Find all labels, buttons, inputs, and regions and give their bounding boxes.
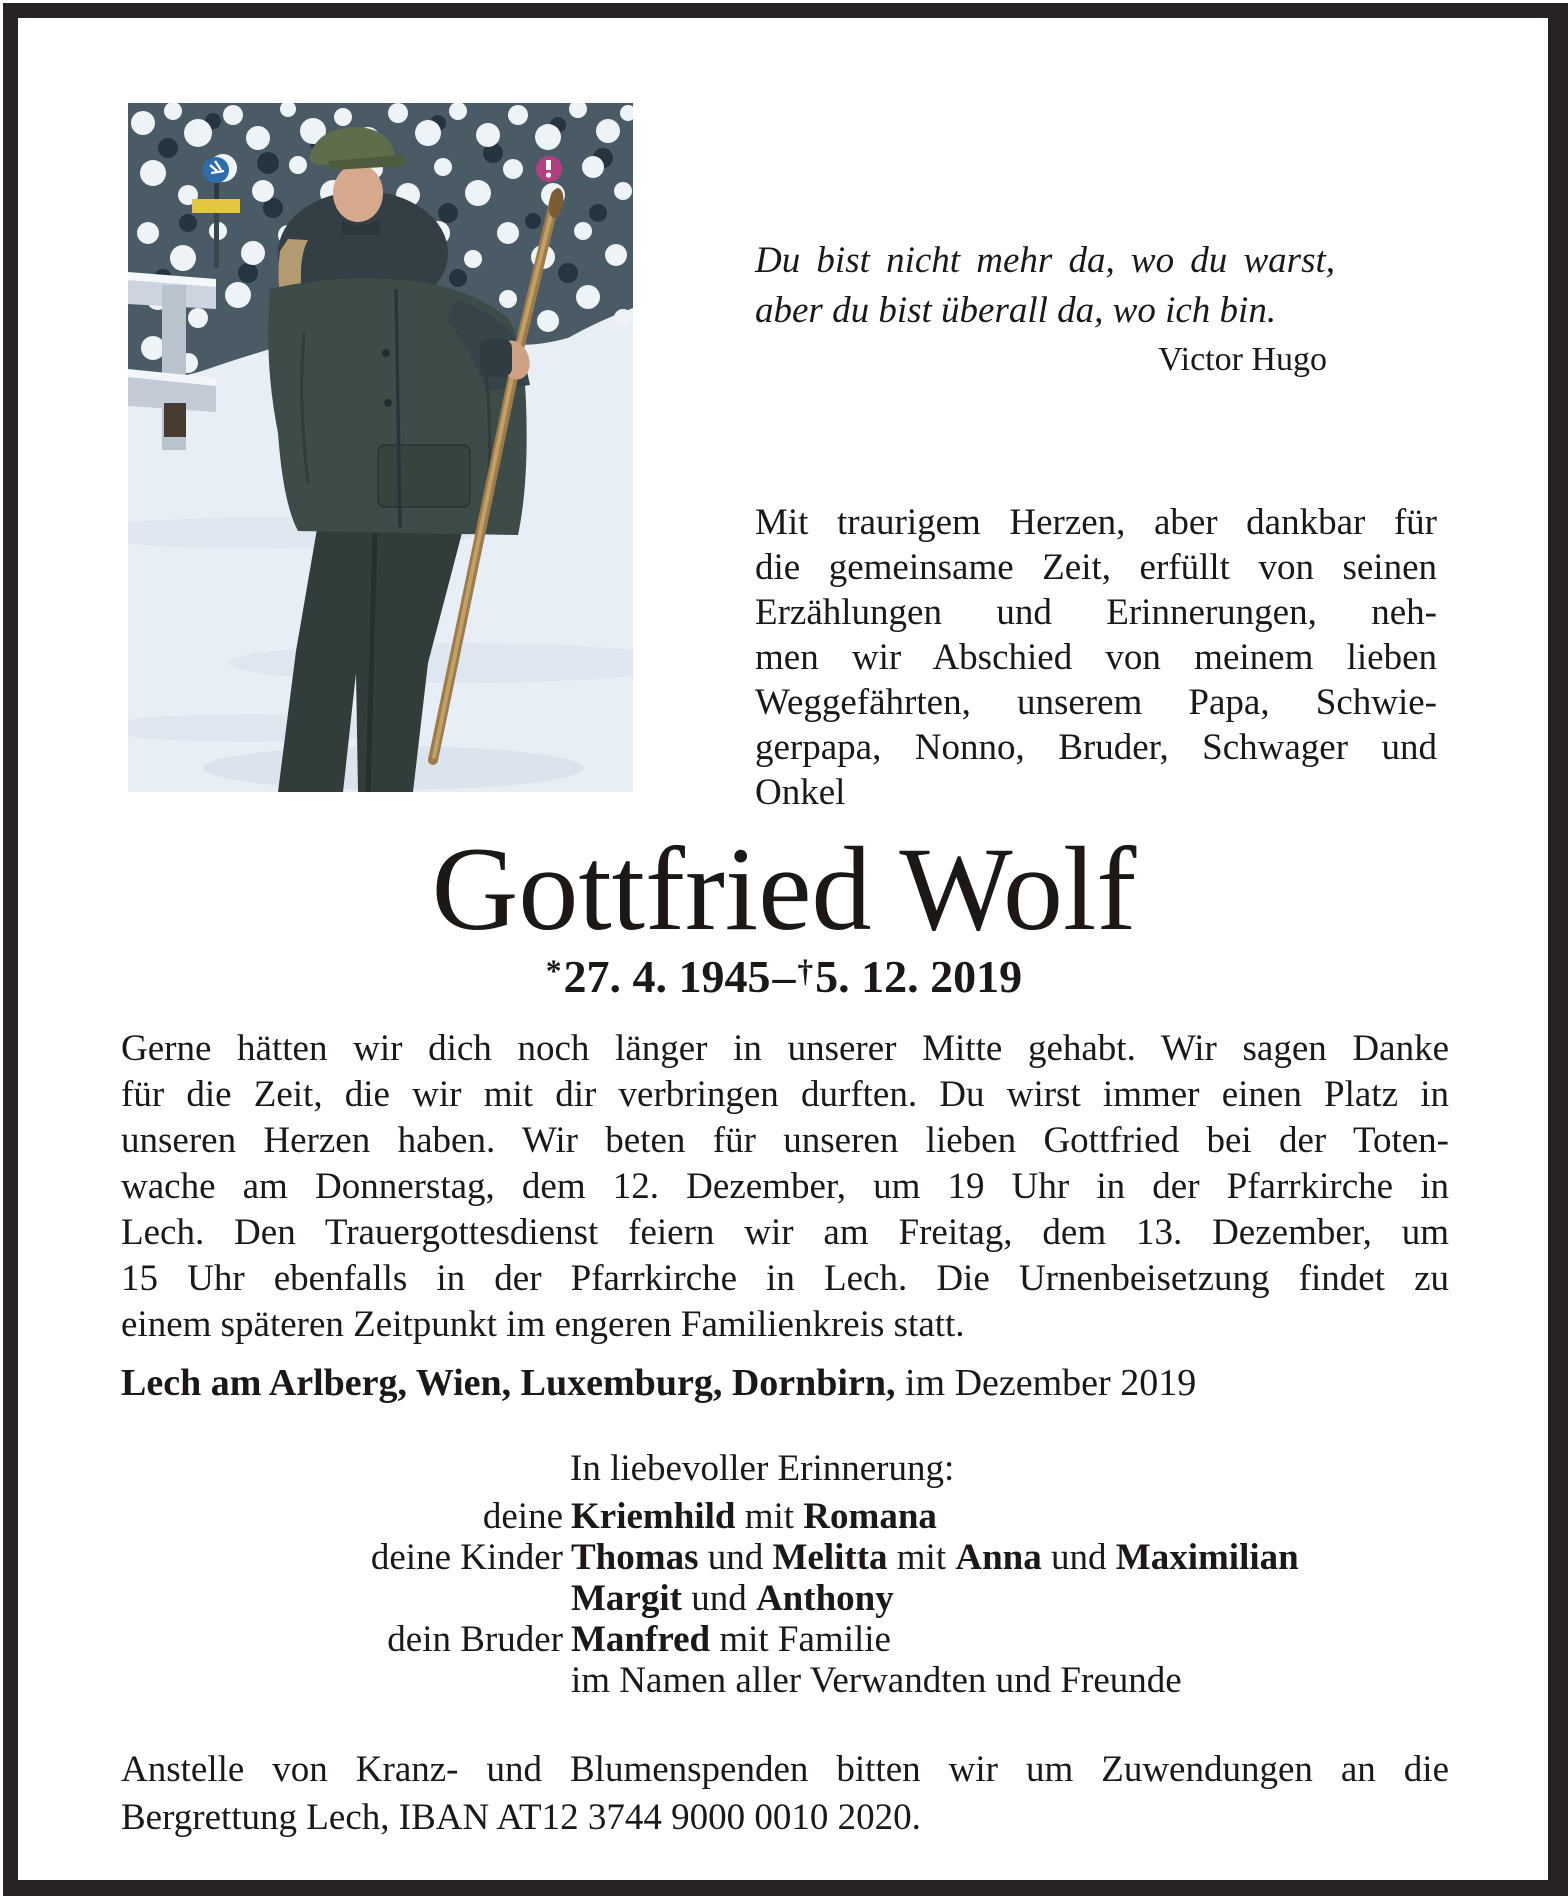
text-line: men wir Abschied von meinem lieben [755,637,1437,678]
memoriam-names [571,1578,1451,1619]
location-line [121,1360,1449,1406]
death-date: 5. 12. 2019 [815,951,1023,1002]
donation-paragraph [121,1746,1449,1842]
memoriam-name: Melitta [772,1537,888,1578]
memoriam-relation-label: deine Kinder [370,1537,563,1578]
dates-separator: – [772,951,796,1002]
memoriam-text: mit [887,1537,956,1578]
text-line: aber du bist überall da, wo ich bin. [755,290,1277,331]
memoriam-row [121,1660,1451,1701]
memoriam-relation-label: dein Bruder [387,1619,563,1660]
location-cities: Lech am Arlberg, Wien, Luxemburg, Dornbirn, [121,1362,896,1404]
location-date: im Dezember 2019 [895,1362,1197,1404]
deceased-name: Gottfried Wolf [431,822,1137,955]
portrait-photo [128,103,633,792]
text-line: wache am Donnerstag, dem 12. Dezember, um 19 Uhr in der Pfarrkirche in [121,1166,1449,1207]
memoriam-names [571,1619,1451,1660]
text-line: Du bist nicht mehr da, wo du warst, [755,240,1335,281]
face [333,164,383,222]
text-line: für die Zeit, die wir mit dir verbringen durften. Du wirst immer einen Platz in [121,1074,1449,1115]
birth-date: 27. 4. 1945 [563,951,771,1002]
memoriam-row [121,1619,1451,1660]
memoriam-name: Anthony [755,1578,894,1619]
main-paragraph [121,1026,1449,1348]
memoriam-heading: In liebevoller Erinnerung: [570,1448,955,1489]
parka-pocket [378,445,470,507]
text-line: Mit traurigem Herzen, aber dankbar für [755,502,1437,543]
text-line: Weggefährten, unserem Papa, Schwie- [755,682,1437,723]
intro-paragraph [755,500,1437,815]
memoriam-name: Maximilian [1115,1537,1299,1578]
memoriam-names [571,1660,1451,1701]
text-line: Bergrettung Lech, IBAN AT12 3744 9000 0010 2020. [121,1797,921,1838]
cuff [480,339,512,377]
quote-attribution: Victor Hugo [1158,341,1327,378]
memoriam-relation-label: deine [482,1496,563,1537]
text-line: Erzählungen und Erinnerungen, neh- [755,592,1437,633]
birth-death-dates [0,952,1568,1003]
memoriam-text: und [681,1578,756,1619]
memoriam-text: mit [735,1496,804,1537]
text-line: einem späteren Zeitpunkt im engeren Familienkreis statt. [121,1304,965,1345]
text-line: die gemeinsame Zeit, erfüllt von seinen [755,547,1437,588]
memoriam-row [121,1496,1451,1537]
memoriam-row [121,1537,1451,1578]
memoriam-names [571,1537,1451,1578]
text-line: Onkel [755,772,846,813]
memoriam-name: Manfred [571,1619,711,1660]
memoriam-name: Anna [955,1537,1042,1578]
memoriam-row [121,1578,1451,1619]
memoriam-list [121,1496,1451,1701]
memoriam-name: Margit [571,1578,682,1619]
memoriam-text: und [698,1537,773,1578]
memorial-quote [755,236,1335,380]
memoriam-name: Kriemhild [571,1496,736,1537]
text-line: Gerne hätten wir dich noch länger in unserer Mitte gehabt. Wir sagen Danke [121,1028,1449,1069]
quote-lines [755,236,1335,336]
text-line: Lech. Den Trauergottesdienst feiern wir am Freitag, dem 13. Dezember, um [121,1212,1449,1253]
memoriam-names [571,1496,1451,1537]
memoriam-name: Romana [803,1496,937,1537]
memoriam-name: Thomas [571,1537,699,1578]
portrait-photo-scene [128,103,633,792]
text-line: 15 Uhr ebenfalls in der Pfarrkirche in Lech. Die Urnenbeisetzung findet zu [121,1258,1449,1299]
memoriam-relation-label [121,1660,571,1701]
text-line: gerpapa, Nonno, Bruder, Schwager und [755,727,1437,768]
memoriam-relation-label [121,1578,571,1619]
birth-symbol: * [545,953,564,989]
memoriam-text: mit Familie [710,1619,891,1660]
memoriam-text: und [1041,1537,1116,1578]
pink-sign [536,156,562,182]
death-symbol: † [797,953,816,989]
text-line: unseren Herzen haben. Wir beten für unseren lieben Gottfried bei der Toten- [121,1120,1449,1161]
memoriam-text: im Namen aller Verwandten und Freunde [571,1660,1182,1701]
text-line: Anstelle von Kranz- und Blumenspenden bitten wir um Zuwendungen an die [121,1749,1449,1790]
